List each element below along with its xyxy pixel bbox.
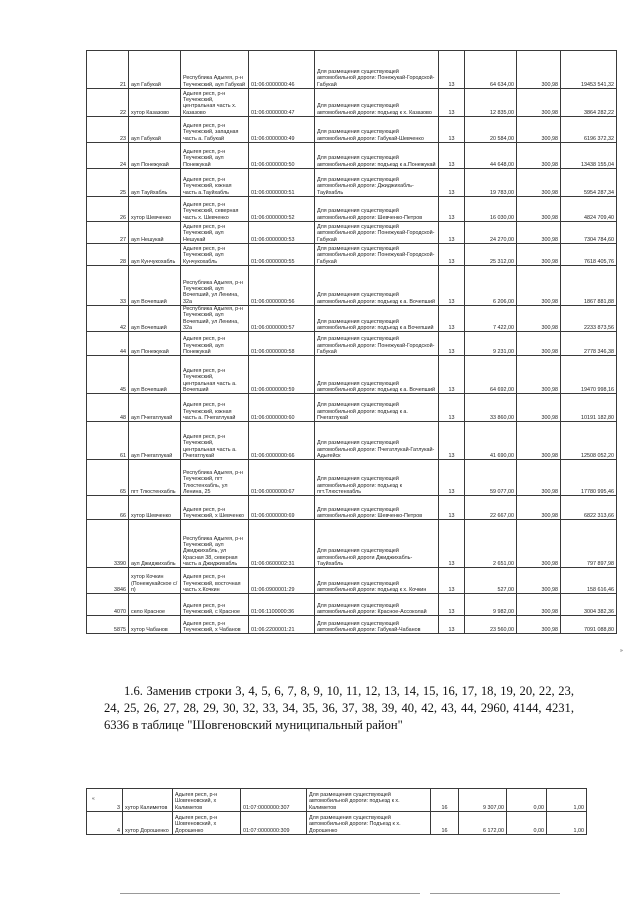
row-number: 26 [87,197,129,222]
sum-value: 13438 155,04 [561,143,617,169]
area-value: 7 422,00 [465,306,517,332]
location-address: Адыгея респ, р-н Теучежский, аул Кунчукохабль [181,244,249,266]
area-value: 9 982,00 [465,594,517,616]
purpose-description: Для размещения существующей автомобильной дороги: Понежукай-Городской-Габукай [315,51,439,89]
cadastral-number: 01:06:0000000:59 [249,356,315,394]
sum-value: 2233 873,56 [561,306,617,332]
row-number: 66 [87,496,129,520]
area-value: 12 835,00 [465,89,517,117]
purpose-description: Для размещения существующей автомобильной дороги: Подъезд к х. Дорошенко [307,812,431,835]
location-address: Адыгея респ, р-н Теучежский, аул Понежукай [181,332,249,356]
row-number: 4070 [87,594,129,616]
row-number: 24 [87,143,129,169]
purpose-description: Для размещения существующей автомобильной дороги: подъезд к х. Казазово [315,89,439,117]
table-row [87,143,617,169]
table-row [87,89,617,117]
settlement-name: аул Нешукай [129,222,181,244]
table-row [87,117,617,143]
table-row [87,197,617,222]
rate-value: 16 [431,812,459,835]
settlement-name: хутор Кочкин (Понежукайское с/п) [129,568,181,594]
rate-value: 13 [439,266,465,306]
settlement-name: хутор Чабанов [129,616,181,634]
settlement-name: хутор Дорошенко [123,812,173,835]
area-value: 33 860,00 [465,394,517,422]
settlement-name: аул Пчегатлукай [129,422,181,460]
sum-value: 17780 995,46 [561,460,617,496]
rate-value: 13 [439,169,465,197]
cadastral-number: 01:06:0000000:57 [249,306,315,332]
settlement-name: аул Вочепший [129,306,181,332]
purpose-description: Для размещения существующей автомобильной дороги: Понежукай-Городской-Габукай [315,244,439,266]
settlement-name: аул Габукай [129,51,181,89]
row-number: 4 [87,812,123,835]
rate-value: 13 [439,520,465,568]
row-number: 23 [87,117,129,143]
location-address: Адыгея респ, р-н Теучежский, восточная часть х.Кочкин [181,568,249,594]
purpose-description: Для размещения существующей автомобильной дороги: подъезд к а Вочепший [315,306,439,332]
row-number: 44 [87,332,129,356]
price-value: 300,98 [517,89,561,117]
location-address: Республика Адыгея, р-н Теучежский, пгт Тлюстенхабль, ул Ленина, 25 [181,460,249,496]
area-value: 25 312,00 [465,244,517,266]
settlement-name: аул Габукай [129,117,181,143]
sum-value: 12508 052,20 [561,422,617,460]
settlement-name: пгт Тлюстенхабль [129,460,181,496]
location-address: Адыгея респ, р-н Теучежский, центральная часть а. Вочепший [181,356,249,394]
price-value: 0,00 [507,812,547,835]
table-row [87,568,617,594]
cadastral-number: 01:06:0000000:46 [249,51,315,89]
location-address: Адыгея респ, р-н Теучежский, х Шевченко [181,496,249,520]
purpose-description: Для размещения существующей автомобильной дороги: Красное-Ассоколай [315,594,439,616]
sum-value: 3864 282,22 [561,89,617,117]
cadastral-number: 01:06:0000000:50 [249,143,315,169]
sum-value: 6196 372,32 [561,117,617,143]
sum-value: 7091 088,80 [561,616,617,634]
cadastral-number: 01:06:1100000:36 [249,594,315,616]
location-address: Адыгея респ, р-н Теучежский, центральная часть х. Казазово [181,89,249,117]
purpose-description: Для размещения существующей автомобильной дороги: подъезд к а. Вочепший [315,356,439,394]
location-address: Адыгея респ, р-н Теучежский, с Красное [181,594,249,616]
sum-value: 797 897,98 [561,520,617,568]
price-value: 300,98 [517,117,561,143]
settlement-name: хутор Шевченко [129,496,181,520]
cadastral-number: 01:06:0000000:56 [249,266,315,306]
purpose-description: Для размещения существующей автомобильной дороги: Понежукай-Городской-Габукай [315,332,439,356]
price-value: 300,98 [517,169,561,197]
area-value: 64 692,00 [465,356,517,394]
rate-value: 13 [439,460,465,496]
sum-value: 2778 346,38 [561,332,617,356]
table-row [87,460,617,496]
cadastral-number: 01:06:0000000:52 [249,197,315,222]
table-row [87,812,587,835]
cadastral-number: 01:06:0000000:58 [249,332,315,356]
area-value: 41 690,00 [465,422,517,460]
area-value: 6 206,00 [465,266,517,306]
rate-value: 16 [431,789,459,812]
row-number: 21 [87,51,129,89]
purpose-description: Для размещения существующей автомобильной дороги: Габукай-Шевченко [315,117,439,143]
price-value: 300,98 [517,306,561,332]
row-number: 33 [87,266,129,306]
price-value: 300,98 [517,222,561,244]
rate-value: 13 [439,616,465,634]
area-value: 6 172,00 [459,812,507,835]
area-value: 24 270,00 [465,222,517,244]
area-value: 64 634,00 [465,51,517,89]
cadastral-number: 01:06:0000000:47 [249,89,315,117]
table-row [87,306,617,332]
area-value: 9 231,00 [465,332,517,356]
cadastral-number: 01:06:0000000:67 [249,460,315,496]
settlement-name: аул Кунчукохабль [129,244,181,266]
price-value: 300,98 [517,422,561,460]
closing-quote-mark: » [620,648,623,654]
sum-value: 158 616,46 [561,568,617,594]
location-address: Адыгея респ, р-н Теучежский, центральная часть а. Пчегатлукай [181,422,249,460]
table-row [87,169,617,197]
purpose-description: Для размещения существующей автомобильной дороги: подъезд к а. Пчегатлукай [315,394,439,422]
price-value: 300,98 [517,496,561,520]
price-value: 0,00 [507,789,547,812]
cadastral-number: 01:06:0600002:31 [249,520,315,568]
row-number: 3 [87,789,123,812]
table-row [87,356,617,394]
location-address: Республика Адыгея, р-н Теучежский, аул Джиджихабль, ул Красная 38, северная часть а Джиджихабль [181,520,249,568]
rate-value: 13 [439,51,465,89]
sum-value: 1,00 [547,789,587,812]
table-row [87,520,617,568]
price-value: 300,98 [517,356,561,394]
location-address: Адыгея респ, р-н Теучежский, х Чабанов [181,616,249,634]
top-road-table [86,50,617,634]
purpose-description: Для размещения существующей автомобильной дороги: Шевченко-Петров [315,496,439,520]
location-address: Республика Адыгея, р-н Теучежский, аул Габукай [181,51,249,89]
settlement-name: аул Пчегатлукай [129,394,181,422]
table-row [87,51,617,89]
price-value: 300,98 [517,143,561,169]
location-address: Адыгея респ, р-н Теучежский, аул Понежукай [181,143,249,169]
location-address: Адыгея респ, р-н Теучежский, западная часть а. Габукай [181,117,249,143]
row-number: 45 [87,356,129,394]
purpose-description: Для размещения существующей автомобильной дороги: Понежукай-Городской-Габукай [315,222,439,244]
settlement-name: аул Вочепший [129,356,181,394]
table-row [87,244,617,266]
row-number: 65 [87,460,129,496]
purpose-description: Для размещения существующей автомобильной дороги: подъезд к х. Калиметов [307,789,431,812]
price-value: 300,98 [517,460,561,496]
cadastral-number: 01:06:0000000:53 [249,222,315,244]
cadastral-number: 01:06:0000000:55 [249,244,315,266]
area-value: 9 307,00 [459,789,507,812]
table-row [87,266,617,306]
sum-value: 19470 998,16 [561,356,617,394]
rate-value: 13 [439,568,465,594]
location-address: Республика Адыгея, р-н Теучежский, аул Вочепший, ул Ленина, 32а [181,266,249,306]
cadastral-number: 01:06:2200001:21 [249,616,315,634]
location-address: Адыгея респ, р-н Шовгеновский, х Калиметов [173,789,241,812]
row-number: 3846 [87,568,129,594]
cadastral-number: 01:07:0000000:307 [241,789,307,812]
price-value: 300,98 [517,266,561,306]
settlement-name: село Красное [129,594,181,616]
area-value: 20 584,00 [465,117,517,143]
location-address: Адыгея респ, р-н Теучежский, северная часть х. Шевченко [181,197,249,222]
purpose-description: Для размещения существующей автомобильной дороги: подъезд к пгт.Тлюстенхабль [315,460,439,496]
purpose-description: Для размещения существующей автомобильной дороги: подъезд к а. Вочепший [315,266,439,306]
row-number: 25 [87,169,129,197]
settlement-name: аул Джиджихабль [129,520,181,568]
settlement-name: хутор Казазово [129,89,181,117]
sum-value: 10191 182,80 [561,394,617,422]
price-value: 300,98 [517,51,561,89]
purpose-description: Для размещения существующей автомобильной дороги: Джиджихабль-Тауйхабль [315,169,439,197]
sum-value: 5954 287,34 [561,169,617,197]
sum-value: 7304 784,60 [561,222,617,244]
rate-value: 13 [439,143,465,169]
sum-value: 3004 382,36 [561,594,617,616]
cadastral-number: 01:06:0000000:60 [249,394,315,422]
price-value: 300,98 [517,197,561,222]
rate-value: 13 [439,394,465,422]
opening-quote-mark: « [92,796,95,802]
cadastral-number: 01:06:0000000:51 [249,169,315,197]
purpose-description: Для размещения существующей автомобильной дороги: Шевченко-Петров [315,197,439,222]
settlement-name: аул Понежукай [129,143,181,169]
rate-value: 13 [439,197,465,222]
sum-value: 4824 709,40 [561,197,617,222]
sum-value: 6822 313,66 [561,496,617,520]
cadastral-number: 01:06:0000000:69 [249,496,315,520]
rate-value: 13 [439,117,465,143]
area-value: 16 030,00 [465,197,517,222]
area-value: 19 783,00 [465,169,517,197]
rate-value: 13 [439,89,465,117]
price-value: 300,98 [517,520,561,568]
location-address: Адыгея респ, р-н Теучежский, южная часть а. Пчегатлукай [181,394,249,422]
cadastral-number: 01:07:0000000:309 [241,812,307,835]
row-number: 61 [87,422,129,460]
cadastral-number: 01:06:0000000:66 [249,422,315,460]
footer-rule-right [430,893,560,894]
rate-value: 13 [439,222,465,244]
row-number: 5875 [87,616,129,634]
bottom-road-table [86,788,587,835]
rate-value: 13 [439,332,465,356]
sum-value: 19453 541,32 [561,51,617,89]
area-value: 22 667,00 [465,496,517,520]
location-address: Республика Адыгея, р-н Теучежский, аул Вочепший, ул Ленина, 32а [181,306,249,332]
row-number: 42 [87,306,129,332]
price-value: 300,98 [517,244,561,266]
rate-value: 13 [439,594,465,616]
sum-value: 1,00 [547,812,587,835]
amendment-paragraph: 1.6. Заменив строки 3, 4, 5, 6, 7, 8, 9, 10, 11, 12, 13, 14, 15, 16, 17, 18, 19, 20, 22, 23, 24, 25, 26, 27, 28, 29, 30, 32, 33, 34, 35, 36, 37, 38, 39, 40, 42, 43, 44, 2960, 4144, 4231, 6336 в таблице "Шовгеновский муниципальный район" [104,684,574,732]
table-row [87,616,617,634]
purpose-description: Для размещения существующей автомобильной дороги: Габукай-Чабанов [315,616,439,634]
purpose-description: Для размещения существующей автомобильной дороги: Пчегатлукай-Гатлукай-Адыгейск [315,422,439,460]
table-row [87,789,587,812]
rate-value: 13 [439,244,465,266]
area-value: 527,00 [465,568,517,594]
table-row [87,222,617,244]
price-value: 300,98 [517,394,561,422]
price-value: 300,98 [517,616,561,634]
row-number: 22 [87,89,129,117]
table-row [87,594,617,616]
table-row [87,394,617,422]
area-value: 44 648,00 [465,143,517,169]
settlement-name: аул Вочепший [129,266,181,306]
area-value: 23 560,00 [465,616,517,634]
price-value: 300,98 [517,568,561,594]
area-value: 2 651,00 [465,520,517,568]
row-number: 27 [87,222,129,244]
table-row [87,422,617,460]
purpose-description: Для размещения существующей автомобильной дороги Джиджихабль-Тауйхабль [315,520,439,568]
footer-rule-left [120,893,420,894]
price-value: 300,98 [517,332,561,356]
purpose-description: Для размещения существующей автомобильной дороги: подъезд к а.Понежукай [315,143,439,169]
location-address: Адыгея респ, р-н Теучежский, аул Нешукай [181,222,249,244]
location-address: Адыгея респ, р-н Шовгеновский, х Дорошенко [173,812,241,835]
sum-value: 1867 881,88 [561,266,617,306]
rate-value: 13 [439,356,465,394]
rate-value: 13 [439,422,465,460]
settlement-name: хутор Калиметов [123,789,173,812]
table-row [87,332,617,356]
area-value: 59 077,00 [465,460,517,496]
sum-value: 7618 405,76 [561,244,617,266]
row-number: 28 [87,244,129,266]
purpose-description: Для размещения существующей автомобильной дороги: подъезд к х. Кочкин [315,568,439,594]
rate-value: 13 [439,306,465,332]
cadastral-number: 01:06:0900001:29 [249,568,315,594]
settlement-name: хутор Шевченко [129,197,181,222]
location-address: Адыгея респ, р-н Теучежский, южная часть а.Тауйхабль [181,169,249,197]
price-value: 300,98 [517,594,561,616]
rate-value: 13 [439,496,465,520]
settlement-name: аул Понежукай [129,332,181,356]
row-number: 48 [87,394,129,422]
table-row [87,496,617,520]
cadastral-number: 01:06:0000000:49 [249,117,315,143]
row-number: 3390 [87,520,129,568]
settlement-name: аул Тауйхабль [129,169,181,197]
